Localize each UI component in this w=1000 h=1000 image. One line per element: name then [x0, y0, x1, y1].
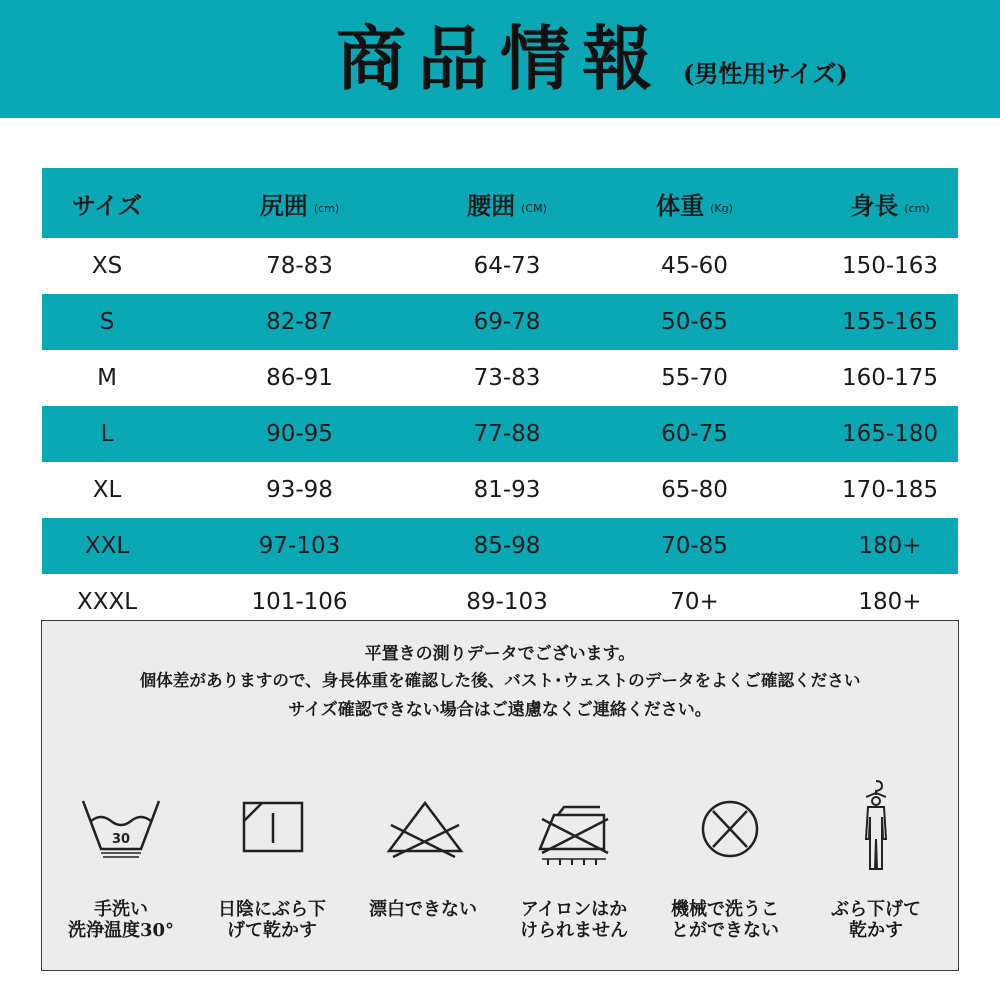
header-weight-unit: (Kg)	[710, 201, 733, 215]
shade-dry-icon	[222, 781, 322, 873]
care-label: 手洗い 洗浄温度30°	[67, 899, 175, 941]
size-cell: M	[97, 365, 117, 391]
hand-wash-30-icon	[71, 781, 171, 873]
care-label: ぶら下げて 乾かす	[831, 899, 921, 941]
size-cell: XS	[91, 253, 123, 279]
size-cell: XXL	[84, 533, 130, 559]
waist-cell: 81-93	[473, 477, 541, 503]
weight-cell: 50-65	[661, 309, 728, 335]
svg-text:30: 30	[111, 832, 131, 847]
header-height-unit: (cm)	[904, 201, 930, 215]
waist-cell: 85-98	[473, 533, 541, 559]
care-item-no-iron	[499, 739, 649, 970]
care-label: 漂白できない	[369, 899, 477, 920]
page-title: 商品情報	[336, 17, 664, 100]
weight-cell: 70+	[670, 589, 719, 615]
hip-cell: 101-106	[251, 589, 348, 615]
header-weight: 体重 (Kg)	[656, 190, 733, 220]
no-machine-wash-icon	[675, 781, 775, 873]
waist-cell: 69-78	[473, 309, 541, 335]
note-line: 個体差がありますので、身長体重を確認した後、バスト･ウェストのデータをよくご確認ください	[139, 670, 861, 690]
size-cell: XL	[92, 477, 122, 503]
height-cell: 160-175	[841, 365, 939, 391]
weight-cell: 70-85	[661, 533, 728, 559]
hip-cell: 86-91	[266, 365, 333, 391]
hip-cell: 90-95	[266, 421, 333, 447]
size-cell: S	[99, 309, 115, 335]
table-row	[42, 518, 958, 574]
height-cell: 170-185	[841, 477, 939, 503]
no-bleach-icon	[373, 781, 473, 873]
weight-cell: 45-60	[661, 253, 728, 279]
care-label: 機械で洗うこ とができない	[671, 899, 779, 941]
header-hip-unit: (cm)	[313, 201, 340, 215]
weight-cell: 55-70	[661, 365, 728, 391]
height-cell: 180+	[858, 589, 922, 615]
table-header-row	[42, 168, 958, 238]
care-item-hand-wash	[46, 739, 196, 970]
height-cell: 180+	[858, 533, 922, 559]
header-banner	[0, 0, 1000, 118]
size-cell: L	[100, 421, 114, 447]
care-label: 日陰にぶら下 げて乾かす	[218, 899, 326, 941]
hang-dry-icon	[826, 777, 926, 877]
weight-cell: 60-75	[661, 421, 728, 447]
height-cell: 155-165	[841, 309, 939, 335]
table-row	[42, 462, 958, 518]
hip-cell: 82-87	[266, 309, 333, 335]
header-waist: 腰囲 (CM)	[467, 190, 547, 220]
care-item-no-machine-wash	[650, 739, 800, 970]
waist-cell: 73-83	[473, 365, 541, 391]
notes-box	[41, 620, 959, 740]
header-waist-unit: (CM)	[521, 201, 547, 215]
page-subtitle: (男性用サイズ)	[683, 59, 848, 88]
note-line: サイズ確認できない場合はご遠慮なくご連絡ください。	[288, 700, 712, 720]
height-cell: 150-163	[841, 253, 939, 279]
care-item-no-bleach	[348, 739, 498, 970]
table-row	[42, 406, 958, 462]
hip-cell: 93-98	[266, 477, 333, 503]
waist-cell: 89-103	[466, 589, 548, 615]
height-cell: 165-180	[841, 421, 939, 447]
header-size: サイズ	[71, 190, 143, 220]
care-label: アイロンはか けられません	[520, 899, 628, 941]
care-item-hang-dry	[801, 739, 951, 970]
table-row	[42, 238, 958, 294]
table-row	[42, 350, 958, 406]
weight-cell: 65-80	[661, 477, 728, 503]
hip-cell: 97-103	[258, 533, 341, 559]
table-row	[42, 294, 958, 350]
care-item-shade-dry	[197, 739, 347, 970]
header-hip: 尻囲 (cm)	[259, 190, 340, 220]
size-table	[42, 168, 958, 630]
hip-cell: 78-83	[266, 253, 333, 279]
note-line: 平置きの測りデータでございます。	[364, 644, 636, 664]
waist-cell: 77-88	[473, 421, 541, 447]
header-height: 身長 (cm)	[850, 190, 930, 220]
size-cell: XXXL	[76, 589, 138, 615]
no-iron-icon	[524, 781, 624, 873]
care-instructions	[41, 739, 959, 971]
waist-cell: 64-73	[473, 253, 541, 279]
